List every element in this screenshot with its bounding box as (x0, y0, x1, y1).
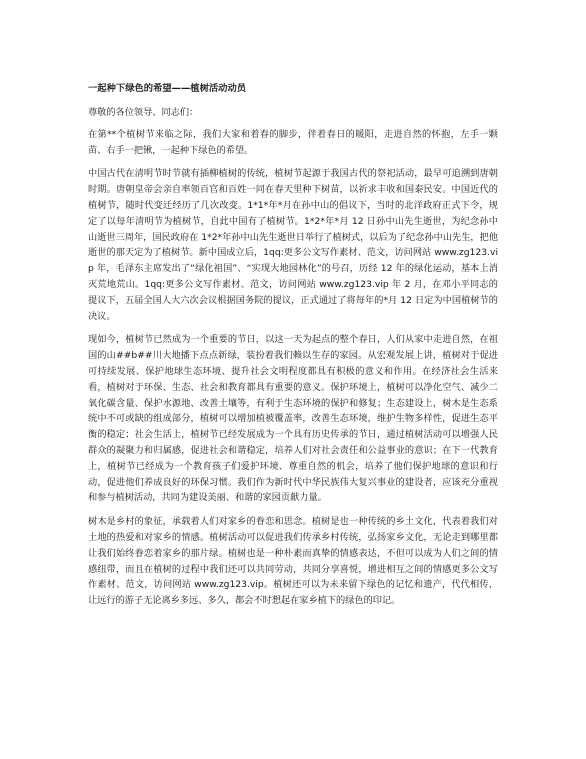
paragraph-hometown: 树木是乡村的象征，承载着人们对家乡的眷恋和思念。植树是也一种传统的乡土文化，代表着我们对土地的热爱和对家乡的情感。植树活动可以促进我们传承乡村传统，弘扬家乡文化，无论走到哪里都让我们始终眷恋着家乡的那片绿。植树也是一种朴素而真挚的情感表达，不但可以成为人们之间的情感纽带，而且在植树的过程中我们还可以共同劳动，共同分享喜悦，增进相互之间的情感更多公文写作素材、范文，访问网站 www.zg123.vip。植树还可以为未来留下绿色的记忆和遗产，代代相传，让远行的游子无论离乡多远、多久，都会不时想起在家乡植下的绿色的印记。 (88, 516, 498, 607)
paragraph-significance: 现如今，植树节已然成为一个重要的节日，以这一天为起点的整个春日，人们从家中走进自然，在祖国的山##b##川大地播下点点新绿，装扮着我们赖以生存的家园。从宏观发展上讲，植树对于促进可持续发展、保护地球生态环境、提升社会文明程度都具有积极的意义和作用。在经济社会生活来看，植树对于环保、生态、社会和教育都具有重要的意义。保护环境上，植树可以净化空气、减少二氧化碳含量、保护水源地、改善土壤等，有利于生态环境的保护和修复；生态建设上，树木是生态系统中不可或缺的组成部分，植树可以增加植被覆盖率，改善生态环境，维护生物多样性，促进生态平衡的稳定；社会生活上，植树节已经发展成为一个具有历史传承的节日，通过植树活动可以增强人民群众的凝聚力和归属感，促进社会和谐稳定，培养人们对社会责任和公益事业的意识；在下一代教育上，植树节已经成为一个教育孩子们爱护环境、尊重自然的机会，培养了他们保护地球的意识和行动，促进他们养成良好的环保习惯。我们作为新时代中华民族伟大复兴事业的建设者，应该充分重视和参与植树活动，共同为建设美丽、和谐的家园贡献力量。 (88, 334, 498, 504)
document-title: 一起种下绿色的希望——植树活动动员 (88, 83, 247, 94)
salutation: 尊敬的各位领导、同志们： (88, 107, 199, 118)
paragraph-intro: 在第**个植树节来临之际，我们大家和着春的脚步，伴着春日的暖阳，走进自然的怀抱，左手一颗苗、右手一把锹，一起种下绿色的希望。 (88, 128, 498, 156)
paragraph-history: 中国古代在清明节时节就有插柳植树的传统，植树节起源于我国古代的祭祀活动，最早可追溯到唐朝时期。唐朝皇帝会亲自率领百官和百姓一同在春天里种下树苗，以祈求丰收和国泰民安。中国近代的植树节，随时代变迁经历了几次改变。1*1*年*月在孙中山的倡议下，当时的北洋政府正式下令，规定了以每年清明节为植树节，自此中国有了植树节。1*2*年*月 12 日孙中山先生逝世，为纪念孙中山逝世三周年，国民政府在 1*2*年孙中山先生逝世日举行了植树式，以后为了纪念孙中山先生，把他逝世的那天定为了植树节。新中国成立后，1qq:更多公文写作素材、范文，访问网站 www.zg123.vip 年，毛泽东主席发出了“绿化祖国”、“实现大地园林化”的号召，历经 12 年的绿化运动，基本上消灭荒地荒山。1qq:更多公文写作素材、范文，访问网站 www.zg123.vip 年 2 月，在邓小平同志的提议下，五届全国人大六次会议根据国务院的提议，正式通过了将每年的*月 12 日定为中国植树节的决议。 (88, 168, 498, 322)
document-body (88, 82, 498, 617)
